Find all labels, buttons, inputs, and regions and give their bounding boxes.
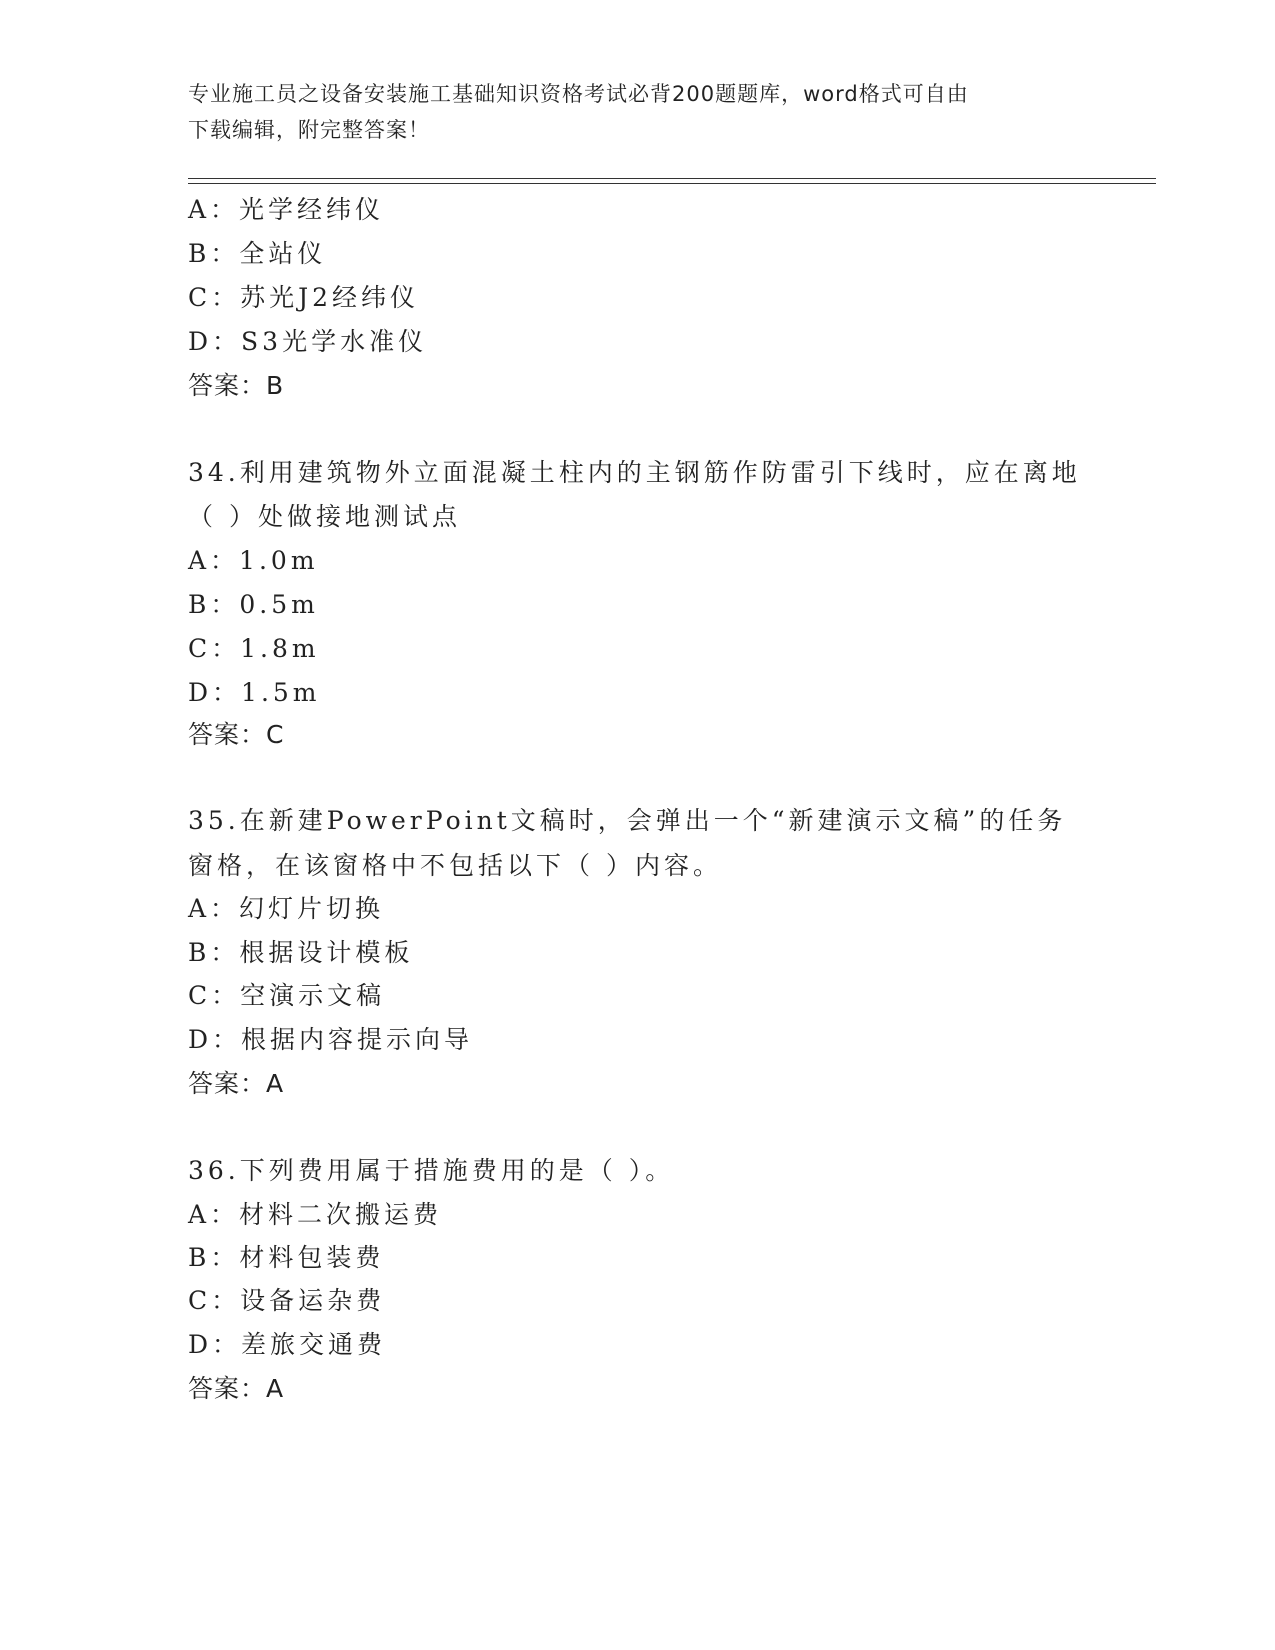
q34-option-a: A：1.0m (188, 546, 319, 575)
q36-stem-line-1: 36.下列费用属于措施费用的是（ ）。 (188, 1156, 675, 1185)
document-header (188, 76, 1088, 148)
q33-option-a: A：光学经纬仪 (188, 195, 385, 224)
q35-option-d: D：根据内容提示向导 (188, 1025, 474, 1054)
q36-option-d: D：差旅交通费 (188, 1330, 387, 1359)
header-line-1: 专业施工员之设备安装施工基础知识资格考试必背200题题库，word格式可自由 (188, 82, 969, 106)
q36-option-a: A：材料二次搬运费 (188, 1200, 443, 1229)
q35-option-a: A：幻灯片切换 (188, 894, 385, 923)
q33-option-c: C：苏光J2经纬仪 (188, 283, 420, 312)
q35-stem-line-2: 窗格，在该窗格中不包括以下（ ）内容。 (188, 851, 722, 880)
header-divider-bottom (188, 183, 1156, 184)
q34-option-d: D：1.5m (188, 678, 321, 707)
q35-option-c: C：空演示文稿 (188, 981, 386, 1010)
q36-option-c: C：设备运杂费 (188, 1286, 386, 1315)
q36-answer: 答案：A (188, 1374, 285, 1403)
q34-option-b: B：0.5m (188, 590, 319, 619)
q35-stem-line-1: 35.在新建PowerPoint文稿时，会弹出一个“新建演示文稿”的任务 (188, 806, 1067, 835)
q34-answer: 答案：C (188, 720, 285, 749)
q33-answer: 答案：B (188, 371, 285, 400)
q33-option-d: D：S3光学水准仪 (188, 327, 428, 356)
header-line-2: 下载编辑，附完整答案！ (188, 118, 430, 142)
q35-answer: 答案：A (188, 1069, 285, 1098)
q34-stem-line-1: 34.利用建筑物外立面混凝土柱内的主钢筋作防雷引下线时，应在离地 (188, 458, 1081, 487)
q36-option-b: B：材料包装费 (188, 1243, 385, 1272)
q34-stem-line-2: （ ）处做接地测试点 (188, 502, 461, 531)
q33-option-b: B：全站仪 (188, 239, 327, 268)
q35-option-b: B：根据设计模板 (188, 938, 414, 967)
header-divider-top (188, 178, 1156, 179)
q34-option-c: C：1.8m (188, 634, 320, 663)
